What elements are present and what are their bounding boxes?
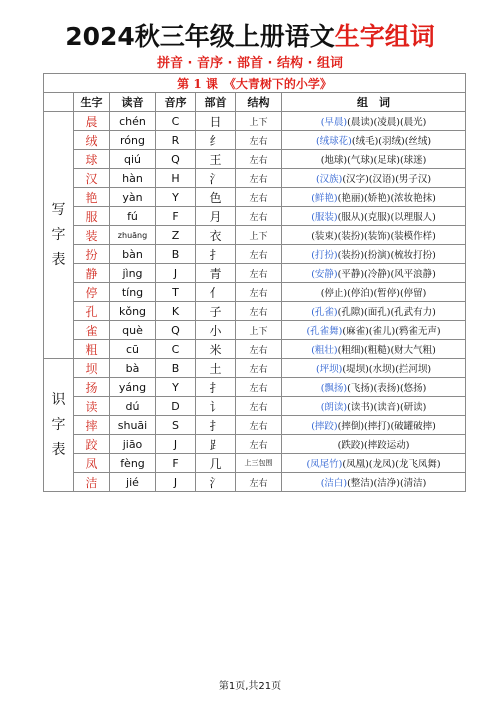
words-cell (282, 321, 466, 340)
words-cell (282, 169, 466, 188)
other-words: (汉字)(汉语)(男子汉) (342, 174, 432, 185)
table-row (44, 283, 466, 302)
table-row (44, 150, 466, 169)
structure-cell: 左右 (236, 283, 282, 302)
radical-cell: 几 (196, 454, 236, 473)
radical-cell: 氵 (196, 169, 236, 188)
other-words: (装束)(装扮)(装饰)(装模作样) (311, 231, 436, 242)
table-row (44, 112, 466, 131)
other-words: (晨读)(凌晨)(晨光) (347, 117, 427, 128)
char-cell: 静 (74, 264, 110, 283)
structure-cell: 上三包围 (236, 454, 282, 473)
other-words: (整洁)(洁净)(清洁) (347, 478, 427, 489)
other-words: (粗细)(粗糙)(财大气粗) (337, 345, 436, 356)
other-words: (装扮)(扮演)(梳妆打扮) (337, 250, 436, 261)
structure-cell: 左右 (236, 473, 282, 492)
other-words: (凤凰)(龙凤)(龙飞凤舞) (342, 459, 441, 470)
structure-cell: 左右 (236, 378, 282, 397)
pinyin-cell: fèng (110, 454, 156, 473)
radical-cell: 扌 (196, 416, 236, 435)
index-cell: S (156, 416, 196, 435)
table-row (44, 188, 466, 207)
char-cell: 装 (74, 226, 110, 245)
structure-cell: 左右 (236, 435, 282, 454)
char-cell: 雀 (74, 321, 110, 340)
char-cell: 停 (74, 283, 110, 302)
pinyin-cell: què (110, 321, 156, 340)
other-words: (孔隙)(面孔)(孔武有力) (337, 307, 436, 318)
vocab-table (43, 73, 466, 492)
radical-cell: 土 (196, 359, 236, 378)
radical-cell: 纟 (196, 131, 236, 150)
char-cell: 艳 (74, 188, 110, 207)
char-cell: 孔 (74, 302, 110, 321)
words-cell (282, 283, 466, 302)
other-words: (地球)(气球)(足球)(球迷) (320, 155, 427, 166)
table-row (44, 397, 466, 416)
pinyin-cell: jié (110, 473, 156, 492)
words-cell (282, 150, 466, 169)
words-cell (282, 264, 466, 283)
index-cell: T (156, 283, 196, 302)
header-radical: 部首 (196, 93, 236, 112)
table-row (44, 264, 466, 283)
other-words: (摔倒)(摔打)(破罐破摔) (337, 421, 436, 432)
key-word: (服装) (311, 212, 338, 223)
table-row (44, 245, 466, 264)
structure-cell: 上下 (236, 321, 282, 340)
radical-cell: 王 (196, 150, 236, 169)
other-words: (飞扬)(表扬)(悠扬) (347, 383, 427, 394)
char-cell: 球 (74, 150, 110, 169)
key-word: (孔雀) (311, 307, 338, 318)
index-cell: J (156, 264, 196, 283)
radical-cell: 氵 (196, 473, 236, 492)
pinyin-cell: fú (110, 207, 156, 226)
words-cell (282, 397, 466, 416)
pinyin-cell: yáng (110, 378, 156, 397)
section-label-char: 字 (51, 416, 66, 433)
header-words: 组 词 (282, 93, 466, 112)
header-index: 音序 (156, 93, 196, 112)
header-char: 生字 (74, 93, 110, 112)
other-words: (堤坝)(水坝)(拦河坝) (342, 364, 432, 375)
radical-cell: 亻 (196, 283, 236, 302)
index-cell: F (156, 207, 196, 226)
table-row (44, 207, 466, 226)
structure-cell: 左右 (236, 340, 282, 359)
page-subtitle: 拼音 · 音序 · 部首 · 结构 · 组词 (157, 56, 343, 71)
table-row (44, 435, 466, 454)
pinyin-cell: jìng (110, 264, 156, 283)
char-cell: 跤 (74, 435, 110, 454)
pinyin-cell: bàn (110, 245, 156, 264)
section-label (44, 359, 74, 492)
table-row (44, 454, 466, 473)
words-cell (282, 226, 466, 245)
index-cell: H (156, 169, 196, 188)
pinyin-cell: yàn (110, 188, 156, 207)
index-cell: Y (156, 188, 196, 207)
other-words: (停止)(停泊)(暂停)(停留) (320, 288, 427, 299)
structure-cell: 左右 (236, 416, 282, 435)
pinyin-cell: dú (110, 397, 156, 416)
words-cell (282, 473, 466, 492)
key-word: (凤尾竹) (306, 459, 343, 470)
radical-cell: 青 (196, 264, 236, 283)
radical-cell: 扌 (196, 378, 236, 397)
section-label-char: 写 (51, 201, 66, 218)
char-cell: 坝 (74, 359, 110, 378)
title-highlight: 生字组词 (334, 22, 435, 51)
section-label-char: 字 (51, 226, 66, 243)
table-row (44, 473, 466, 492)
words-cell (282, 131, 466, 150)
key-word: (早晨) (320, 117, 348, 128)
index-cell: K (156, 302, 196, 321)
other-words: (跌跤)(摔跤运动) (337, 440, 410, 451)
char-cell: 读 (74, 397, 110, 416)
table-row (44, 169, 466, 188)
index-cell: J (156, 473, 196, 492)
pinyin-cell: kǒng (110, 302, 156, 321)
pinyin-cell: tíng (110, 283, 156, 302)
index-cell: C (156, 340, 196, 359)
title-main: 2024秋三年级上册语文 (65, 22, 335, 51)
page-footer: 第1页,共21页 (218, 681, 282, 692)
table-row (44, 416, 466, 435)
structure-cell: 左右 (236, 169, 282, 188)
index-cell: F (156, 454, 196, 473)
words-cell (282, 340, 466, 359)
words-cell (282, 112, 466, 131)
pinyin-cell: róng (110, 131, 156, 150)
other-words: (绒毛)(羽绒)(丝绒) (351, 136, 432, 147)
radical-cell: 月 (196, 207, 236, 226)
pinyin-cell: cū (110, 340, 156, 359)
key-word: (洁白) (320, 478, 348, 489)
radical-cell: 扌 (196, 245, 236, 264)
key-word: (坪坝) (315, 364, 343, 375)
char-cell: 扬 (74, 378, 110, 397)
section-label-char: 识 (51, 391, 66, 408)
index-cell: Y (156, 378, 196, 397)
pinyin-cell: chén (110, 112, 156, 131)
pinyin-cell: bà (110, 359, 156, 378)
key-word: (打扮) (311, 250, 338, 261)
words-cell (282, 359, 466, 378)
char-cell: 扮 (74, 245, 110, 264)
other-words: (麻雀)(雀儿)(鸦雀无声) (342, 326, 441, 337)
radical-cell: 小 (196, 321, 236, 340)
other-words: (平静)(冷静)(风平浪静) (337, 269, 436, 280)
vocab-table-body (44, 112, 466, 492)
table-row (44, 302, 466, 321)
structure-cell: 左右 (236, 264, 282, 283)
structure-cell: 左右 (236, 302, 282, 321)
index-cell: B (156, 359, 196, 378)
index-cell: Q (156, 321, 196, 340)
pinyin-cell: qiú (110, 150, 156, 169)
table-row (44, 378, 466, 397)
table-row (44, 359, 466, 378)
index-cell: B (156, 245, 196, 264)
key-word: (孔雀舞) (306, 326, 343, 337)
key-word: (飘扬) (320, 383, 348, 394)
header-blank (44, 93, 74, 112)
section-label-char: 表 (51, 251, 66, 268)
words-cell (282, 188, 466, 207)
structure-cell: 左右 (236, 245, 282, 264)
key-word: (朗读) (320, 402, 348, 413)
char-cell: 汉 (74, 169, 110, 188)
key-word: (鲜艳) (311, 193, 338, 204)
header-pinyin: 读音 (110, 93, 156, 112)
structure-cell: 左右 (236, 207, 282, 226)
section-label (44, 112, 74, 359)
structure-cell: 左右 (236, 131, 282, 150)
index-cell: C (156, 112, 196, 131)
words-cell (282, 416, 466, 435)
table-row (44, 340, 466, 359)
words-cell (282, 378, 466, 397)
pinyin-cell: hàn (110, 169, 156, 188)
other-words: (读书)(读音)(研读) (347, 402, 427, 413)
radical-cell: 衣 (196, 226, 236, 245)
pinyin-cell: shuāi (110, 416, 156, 435)
structure-cell: 左右 (236, 188, 282, 207)
words-cell (282, 245, 466, 264)
pinyin-cell: zhuāng (110, 226, 156, 245)
lesson-title: 第 1 课 《大青树下的小学》 (44, 74, 466, 93)
key-word: (汉族) (315, 174, 343, 185)
key-word: (绒球花) (315, 136, 352, 147)
pinyin-cell: jiāo (110, 435, 156, 454)
structure-cell: 左右 (236, 359, 282, 378)
page-title (0, 22, 500, 52)
radical-cell: ⻊ (196, 435, 236, 454)
key-word: (粗壮) (311, 345, 338, 356)
index-cell: Q (156, 150, 196, 169)
other-words: (服从)(克服)(以理服人) (337, 212, 436, 223)
index-cell: J (156, 435, 196, 454)
words-cell (282, 207, 466, 226)
key-word: (摔跤) (311, 421, 338, 432)
radical-cell: 米 (196, 340, 236, 359)
words-cell (282, 454, 466, 473)
table-row (44, 131, 466, 150)
char-cell: 粗 (74, 340, 110, 359)
structure-cell: 左右 (236, 150, 282, 169)
key-word: (安静) (311, 269, 338, 280)
radical-cell: 日 (196, 112, 236, 131)
radical-cell: 子 (196, 302, 236, 321)
radical-cell: 色 (196, 188, 236, 207)
header-structure: 结构 (236, 93, 282, 112)
structure-cell: 左右 (236, 397, 282, 416)
other-words: (艳丽)(娇艳)(浓妆艳抹) (337, 193, 436, 204)
char-cell: 服 (74, 207, 110, 226)
char-cell: 洁 (74, 473, 110, 492)
char-cell: 摔 (74, 416, 110, 435)
table-row (44, 226, 466, 245)
radical-cell: 讠 (196, 397, 236, 416)
table-row (44, 321, 466, 340)
char-cell: 晨 (74, 112, 110, 131)
words-cell (282, 302, 466, 321)
index-cell: R (156, 131, 196, 150)
index-cell: Z (156, 226, 196, 245)
structure-cell: 上下 (236, 226, 282, 245)
section-label-char: 表 (51, 441, 66, 458)
words-cell (282, 435, 466, 454)
char-cell: 凤 (74, 454, 110, 473)
char-cell: 绒 (74, 131, 110, 150)
structure-cell: 上下 (236, 112, 282, 131)
index-cell: D (156, 397, 196, 416)
